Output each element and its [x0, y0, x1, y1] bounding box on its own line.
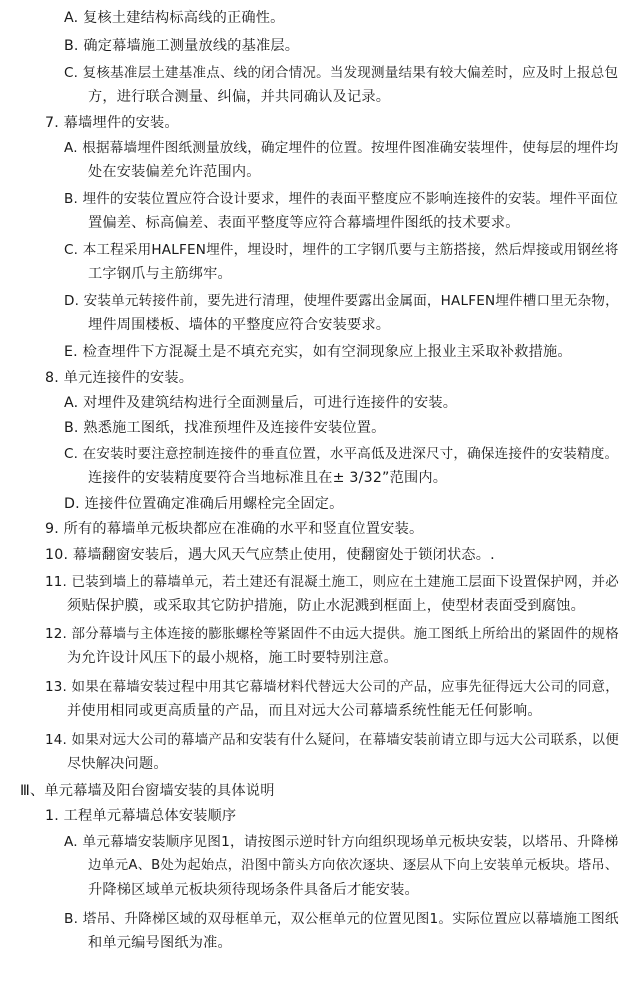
s3-1-item-a [64, 832, 618, 852]
s13-item [45, 677, 619, 697]
s8-item-c [64, 444, 618, 464]
s11-item-cont: 须贴保护膜，或采取其它防护措施，防止水泥溅到框面上，使型材表面受到腐蚀。 [67, 598, 585, 614]
s3-1-item-b [64, 909, 619, 929]
item-title: 工程单元幕墙总体安装顺序 [63, 808, 237, 824]
s6-item-a [64, 8, 285, 28]
item-title: 幕墙埋件的安装。 [63, 115, 179, 131]
s3-1-item-b-cont: 和单元编号图纸为准。 [88, 935, 232, 951]
item-label: B. [64, 420, 79, 436]
item-number: 14. [45, 732, 68, 748]
item-text: 在安装时要注意控制连接件的垂直位置，水平高低及进深尺寸，确保连接件的安装精度。 [82, 446, 619, 462]
item-label: A. [64, 10, 79, 26]
item-text: 确定幕墙施工测量放线的基准层。 [83, 38, 300, 54]
item-number: 9. [45, 521, 59, 537]
item-text: 安装单元转接件前，要先进行清理，使埋件要露出金属面，HALFEN埋件槽口里无杂物， [83, 293, 619, 309]
item-title: 单元连接件的安装。 [63, 370, 194, 386]
item-text: 埋件的安装位置应符合设计要求，埋件的表面平整度应不影响连接件的安装。埋件平面位 [82, 191, 619, 207]
s3-1-heading [45, 806, 236, 826]
item-text: 已装到墙上的幕墙单元，若土建还有混凝土施工，则应在土建施工层面下设置保护网，并必 [71, 574, 619, 590]
s10-item [45, 545, 495, 565]
item-label: D. [64, 293, 80, 309]
s7-item-c-cont: 工字钢爪与主筋绑牢。 [88, 266, 232, 282]
s7-item-b-cont: 置偏差、标高偏差、表面平整度等应符合幕墙埋件图纸的技术要求。 [88, 215, 520, 231]
item-text: 所有的幕墙单元板块都应在准确的水平和竖直位置安装。 [63, 521, 424, 537]
item-number: 8. [45, 370, 59, 386]
section-iii-heading [20, 781, 275, 801]
item-text: 复核基准层土建基准点、线的闭合情况。当发现测量结果有较大偏差时，应及时上报总包 [82, 65, 619, 81]
s7-item-d [64, 291, 619, 311]
s6-item-c-cont: 方，进行联合测量、纠偏，并共同确认及记录。 [88, 89, 391, 105]
item-text: 单元幕墙安装顺序见图1，请按图示逆时针方向组织现场单元板块安装，以塔吊、升降梯 [82, 834, 619, 850]
item-number: 10. [45, 547, 69, 563]
item-text: 复核土建结构标高线的正确性。 [83, 10, 285, 26]
s14-item-cont: 尽快解决问题。 [67, 756, 168, 772]
item-text: 熟悉施工图纸，找准预埋件及连接件安装位置。 [83, 420, 386, 436]
item-text: 幕墙翻窗安装后，遇大风天气应禁止使用，使翻窗处于锁闭状态。. [72, 547, 495, 563]
item-text: 本工程采用HALFEN埋件，埋设时，埋件的工字钢爪要与主筋搭接，然后焊接或用钢丝将 [82, 242, 619, 258]
s8-item-c-cont: 连接件的安装精度要符合当地标准且在± 3/32”范围内。 [88, 470, 448, 486]
s7-item-e [64, 342, 572, 362]
s7-item-a-cont: 处在安装偏差允许范围内。 [88, 164, 261, 180]
s6-item-b [64, 36, 299, 56]
s8-item-a [64, 393, 457, 413]
item-number: 13. [45, 679, 68, 695]
s6-item-c [64, 63, 618, 83]
s8-item-b [64, 418, 386, 438]
item-text: 部分幕墙与主体连接的膨胀螺栓等紧固件不由远大提供。施工图纸上所给出的紧固件的规格 [71, 626, 619, 642]
item-label: A. [64, 834, 78, 850]
item-text: 塔吊、升降梯区域的双母框单元，双公框单元的位置见图1。实际位置应以幕墙施工图纸 [82, 911, 619, 927]
item-number: 1. [45, 808, 59, 824]
section-number: Ⅲ、 [20, 783, 45, 799]
item-text: 根据幕墙埋件图纸测量放线，确定埋件的位置。按埋件图准确安装埋件，使每层的埋件均 [82, 140, 619, 156]
item-number: 11. [45, 574, 68, 590]
s7-item-b [64, 189, 618, 209]
item-text: 如果在幕墙安装过程中用其它幕墙材料代替远大公司的产品，应事先征得远大公司的同意， [71, 679, 619, 695]
item-text: 检查埋件下方混凝土是不填充充实，如有空洞现象应上报业主采取补救措施。 [82, 344, 572, 360]
item-label: C. [64, 65, 79, 81]
item-text: 连接件位置确定准确后用螺栓完全固定。 [84, 496, 344, 512]
item-label: D. [64, 496, 80, 512]
s8-heading [45, 368, 193, 388]
item-label: A. [64, 395, 79, 411]
s7-heading [45, 113, 179, 133]
item-text: 对埋件及建筑结构进行全面测量后，可进行连接件的安装。 [83, 395, 458, 411]
s7-item-c [64, 240, 619, 260]
s12-item-cont: 为允许设计风压下的最小规格，施工时要特别注意。 [67, 650, 398, 666]
item-text: 如果对远大公司的幕墙产品和安装有什么疑问，在幕墙安装前请立即与远大公司联系，以便 [71, 732, 619, 748]
item-label: B. [64, 911, 79, 927]
s8-item-d [64, 494, 344, 514]
item-number: 7. [45, 115, 59, 131]
s7-item-a [64, 138, 618, 158]
s12-item [45, 624, 619, 644]
item-label: C. [64, 446, 79, 462]
item-label: B. [64, 191, 78, 207]
item-label: C. [64, 242, 79, 258]
item-label: E. [64, 344, 78, 360]
s11-item [45, 572, 619, 592]
s9-item [45, 519, 423, 539]
s3-1-item-a-cont: 边单元A、B处为起始点，沿图中箭头方向依次逐块、逐层从下向上安装单元板块。塔吊、 [88, 858, 619, 873]
s14-item [45, 730, 619, 750]
item-number: 12. [45, 626, 68, 642]
item-label: B. [64, 38, 79, 54]
section-title: 单元幕墙及阳台窗墙安装的具体说明 [44, 783, 275, 799]
s7-item-d-cont: 埋件周围楼板、墙体的平整度应符合安装要求。 [88, 317, 391, 333]
s3-1-item-a-cont2: 升降梯区域单元板块须待现场条件具备后才能安装。 [88, 882, 419, 898]
item-label: A. [64, 140, 78, 156]
s13-item-cont: 并使用相同或更高质量的产品，而且对远大公司幕墙系统性能无任何影响。 [67, 703, 542, 719]
